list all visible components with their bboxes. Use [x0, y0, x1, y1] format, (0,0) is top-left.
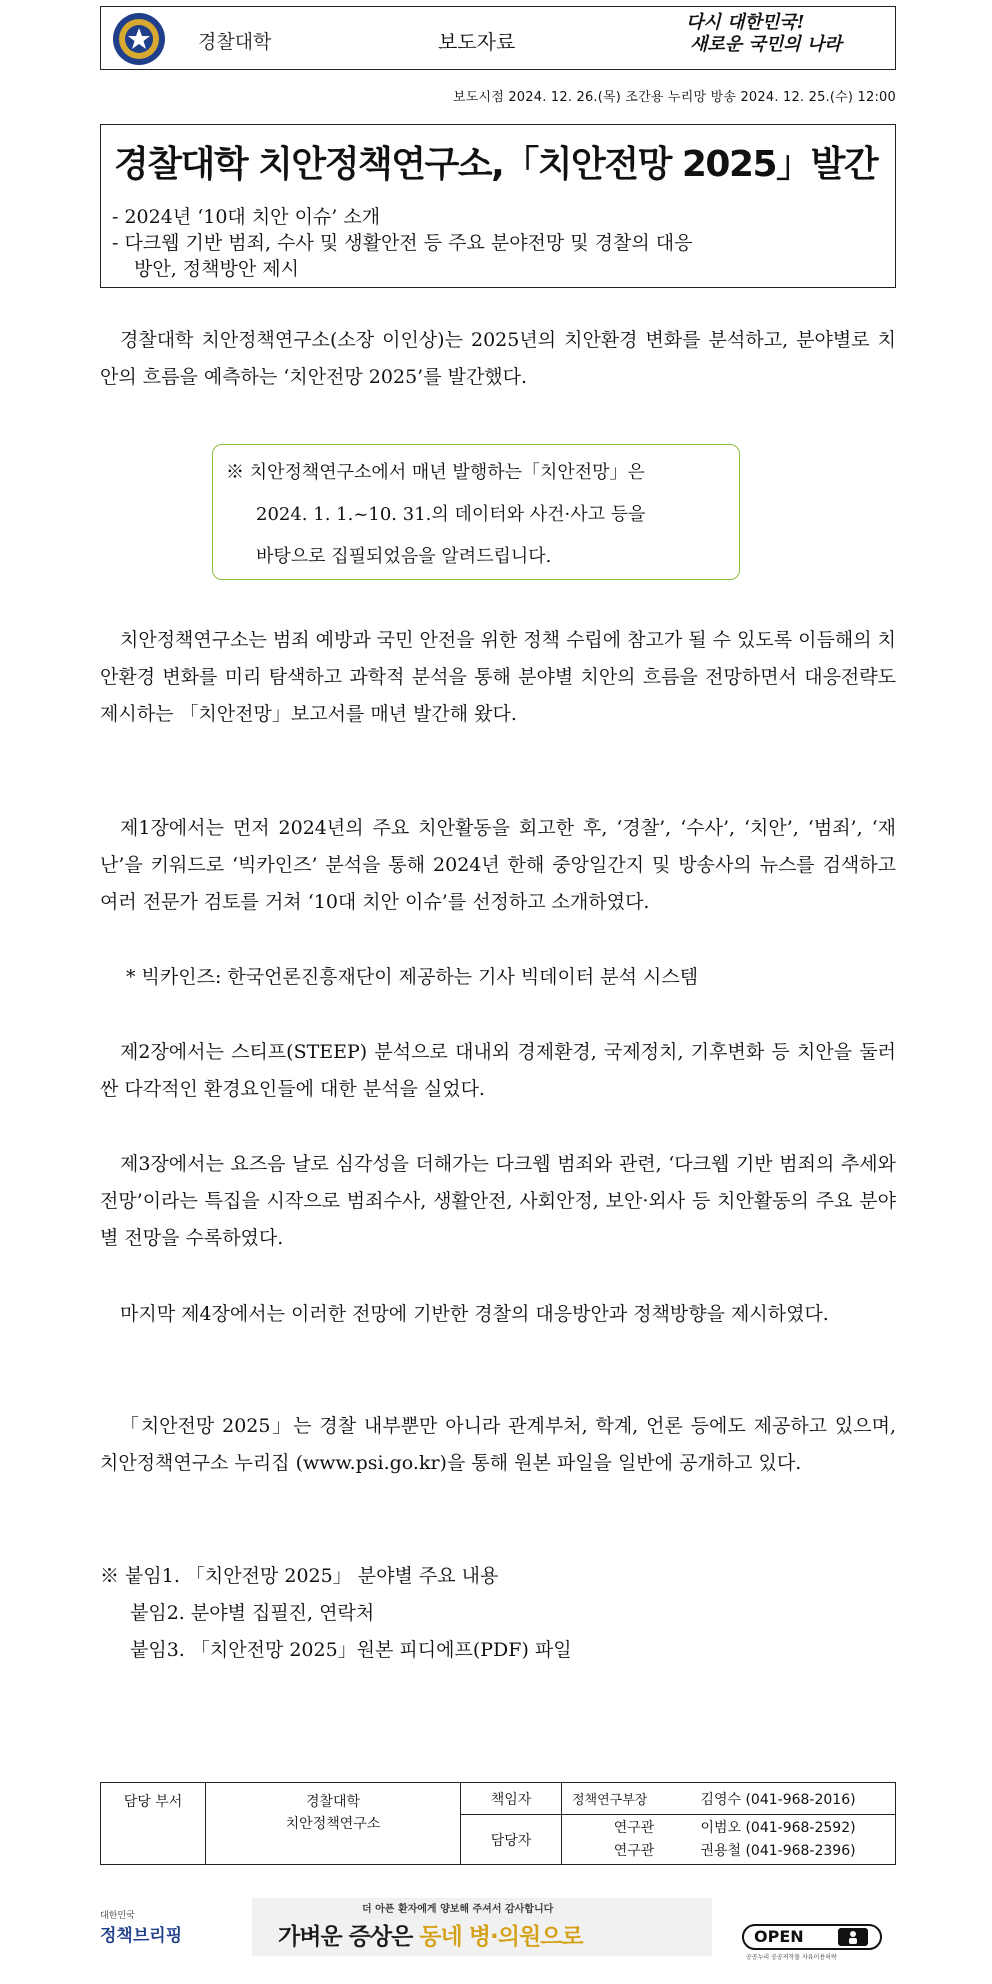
subheadline-2-line2: 방안, 정책방안 제시	[134, 258, 299, 280]
kogl-open-badge	[742, 1924, 884, 1964]
paragraph-6: 마지막 제4장에서는 이러한 전망에 기반한 경찰의 대응방안과 정책방향을 제시하였다.	[120, 1303, 829, 1325]
staff2-name-phone: 권용철 (041-968-2396)	[700, 1842, 856, 1859]
role-head-cell	[461, 1783, 562, 1815]
notice-line-1: ※ 치안정책연구소에서 매년 발행하는「치안전망」은	[226, 462, 645, 483]
attachment-1: ※ 붙임1. 「치안전망 2025」 분야별 주요 내용	[100, 1565, 499, 1587]
doc-type: 보도자료	[438, 30, 516, 54]
paragraph-2: 치안정책연구소는 범죄 예방과 국민 안전을 위한 정책 수립에 참고가 될 수 있도록 이듬해의 치안환경 변화를 미리 탐색하고 과학적 분석을 통해 분야별 치안의 흐름을 전망하면서 대응전략도 제시하는 「치안전망」보고서를 매년 발간해 왔다.	[100, 629, 896, 725]
policy-briefing-big: 정책브리핑	[100, 1926, 183, 1946]
policy-briefing-small: 대한민국	[100, 1911, 135, 1921]
staff2-title: 연구관	[613, 1842, 655, 1859]
dept-label: 담당 부서	[123, 1794, 183, 1810]
paragraph-3: 제1장에서는 먼저 2024년의 주요 치안활동을 회고한 후, ‘경찰’, ‘수사’, ‘치안’, ‘범죄’, ‘재난’을 키워드로 ‘빅카인즈’ 분석을 통해 2024년 한해 중앙일간지 및 방송사의 뉴스를 검색하고 여러 전문가 검토를 거쳐 ‘10대 치안 이슈’를 선정하고 소개하였다.	[100, 817, 896, 913]
policy-briefing-logo	[100, 1892, 210, 1946]
subheadline-2-line1: - 다크웹 기반 범죄, 수사 및 생활안전 등 주요 분야전망 및 경찰의 대응	[112, 232, 693, 254]
open-label: OPEN	[754, 1927, 804, 1946]
release-time-line: 보도시점 2024. 12. 26.(목) 조간용 누리망 방송 2024. 12. 25.(수) 12:00	[452, 90, 896, 105]
notice-line-2: 2024. 1. 1.~10. 31.의 데이터와 사건·사고 등을	[256, 504, 646, 525]
open-sub: 공공누리 공공저작물 자유이용허락	[746, 1954, 837, 1961]
banner-main-1: 가벼운 증상은	[278, 1924, 420, 1950]
dept-label-cell	[101, 1783, 206, 1865]
notice-text	[226, 452, 732, 578]
staff1-title: 연구관	[613, 1819, 655, 1836]
banner-main-text	[278, 1918, 583, 1951]
slogan-line1: 다시 대한민국!	[686, 12, 805, 33]
subheadline-1: - 2024년 ‘10대 치안 이슈’ 소개	[112, 206, 381, 228]
notice-line-3: 바탕으로 집필되었음을 알려드립니다.	[256, 546, 552, 567]
paragraph-5: 제3장에서는 요즈음 날로 심각성을 더해가는 다크웹 범죄와 관련, ‘다크웹 기반 범죄의 추세와 전망’이라는 특집을 시작으로 범죄수사, 생활안전, 사회안정, 보안·외사 등 치안활동의 주요 분야별 전망을 수록하였다.	[100, 1153, 896, 1249]
campaign-banner	[252, 1898, 712, 1956]
slogan-line2: 새로운 국민의 나라	[690, 34, 842, 55]
dept-name-line1: 경찰대학	[305, 1794, 361, 1810]
person-icon	[838, 1928, 868, 1946]
police-emblem-icon	[112, 12, 166, 66]
headline: 경찰대학 치안정책연구소,「치안전망 2025」발간	[114, 144, 878, 185]
attachment-2: 붙임2. 분야별 집필진, 연락처	[130, 1602, 375, 1624]
role-head: 책임자	[490, 1791, 532, 1808]
org-name: 경찰대학	[198, 31, 272, 53]
banner-top-text: 더 아픈 환자에게 양보해 주셔서 감사합니다	[362, 1904, 554, 1915]
head-name-phone: 김영수 (041-968-2016)	[700, 1791, 856, 1808]
paragraph-1: 경찰대학 치안정책연구소(소장 이인상)는 2025년의 치안환경 변화를 분석하고, 분야별로 치안의 흐름을 예측하는 ‘치안전망 2025’를 발간했다.	[100, 329, 896, 388]
attachments-list	[100, 1558, 572, 1669]
dept-name-cell	[206, 1783, 461, 1865]
contact-table	[100, 1782, 896, 1865]
bigkinds-footnote: * 빅카인즈: 한국언론진흥재단이 제공하는 기사 빅데이터 분석 시스템	[126, 966, 699, 988]
slogan	[686, 12, 886, 64]
role-staff-cell	[461, 1815, 562, 1865]
attachment-3: 붙임3. 「치안전망 2025」원본 피디에프(PDF) 파일	[130, 1639, 572, 1661]
subheadline-2	[112, 230, 892, 282]
staff1-name-phone: 이범오 (041-968-2592)	[700, 1819, 856, 1836]
paragraph-4: 제2장에서는 스티프(STEEP) 분석으로 대내외 경제환경, 국제정치, 기후변화 등 치안을 둘러싼 다각적인 환경요인들에 대한 분석을 실었다.	[100, 1041, 896, 1100]
banner-main-2: 동네 병·의원으로	[419, 1924, 583, 1950]
dept-name-line2: 치안정책연구소	[285, 1816, 381, 1832]
staff-contact-cell	[562, 1815, 896, 1865]
paragraph-7: 「치안전망 2025」는 경찰 내부뿐만 아니라 관계부처, 학계, 언론 등에도 제공하고 있으며, 치안정책연구소 누리집 (www.psi.go.kr)을 통해 원본 파일을 일반에 공개하고 있다.	[100, 1415, 896, 1474]
head-title: 정책연구부장	[572, 1792, 648, 1808]
head-contact-cell	[562, 1783, 896, 1815]
role-staff: 담당자	[490, 1832, 532, 1849]
